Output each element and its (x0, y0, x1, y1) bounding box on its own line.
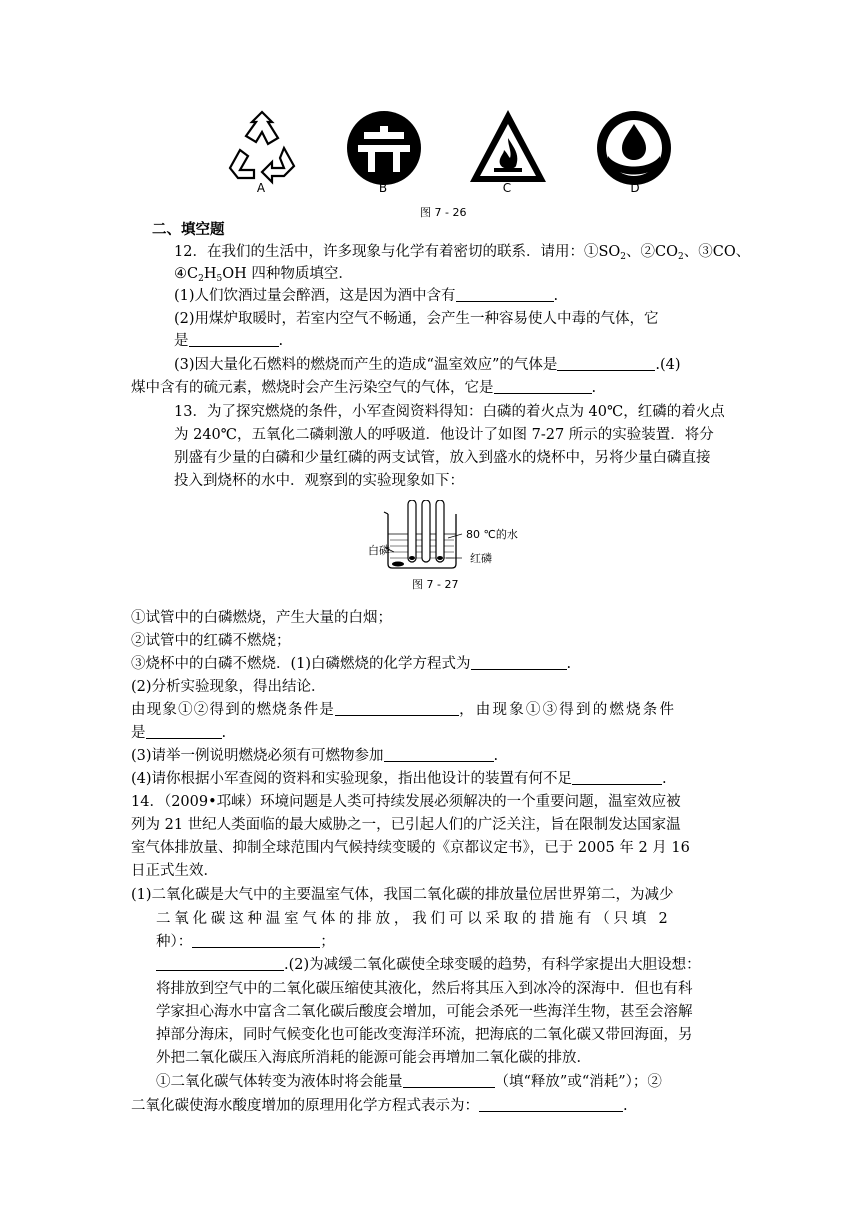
section-title: 二、填空题 (152, 221, 225, 238)
q12-part2: (2)用煤炉取暖时，若室内空气不畅通，会产生一种容易使人中毒的气体，它 (174, 311, 659, 327)
q14-part2-line5: 外把二氧化碳压入海底所消耗的能源可能会再增加二氧化碳的排放． (156, 1050, 591, 1066)
water-saving-icon (344, 108, 424, 188)
figure-caption-7-27: 图 7 - 27 (412, 578, 459, 591)
answer-blank[interactable] (471, 654, 567, 670)
figure-label-b: B (378, 181, 388, 195)
answer-blank[interactable] (403, 1072, 495, 1088)
answer-blank[interactable] (384, 746, 494, 762)
label-water: 80 ℃的水 (466, 528, 518, 541)
q14-line3: 室气体排放量、抑制全球范围内气候持续变暖的《京都议定书》，已于 2005 年 2 月 16 (131, 840, 690, 856)
recycle-icon (222, 108, 302, 188)
q14-part2-line3: 学家担心海水中富含二氧化碳后酸度会增加，可能会杀死一些海洋生物，甚至会溶解 (156, 1004, 693, 1020)
answer-blank[interactable] (156, 955, 284, 971)
q14-part2-line2: 将排放到空气中的二氧化碳压缩使其液化，然后将其压入到冰冷的深海中．但也有科 (156, 981, 693, 997)
answer-blank[interactable] (189, 331, 279, 347)
answer-blank[interactable] (572, 769, 662, 785)
q13-part2: (2)分析实验现象，得出结论． (131, 679, 326, 695)
answer-blank[interactable] (494, 378, 592, 394)
figure-caption-7-26: 图 7 - 26 (420, 206, 467, 219)
flammable-warning-icon (468, 108, 548, 188)
q12-part1: (1)人们饮酒过量会醉酒，这是因为酒中含有 . (174, 288, 559, 304)
figure-label-a: A (256, 181, 266, 195)
answer-blank[interactable] (146, 723, 222, 739)
q13-observation3: ③烧杯中的白磷不燃烧．(1)白磷燃烧的化学方程式为 . (131, 656, 572, 672)
answer-blank[interactable] (557, 355, 655, 371)
q14-part2: .(2)为减缓二氧化碳使全球变暖的趋势，有科学家提出大胆设想： (156, 955, 701, 975)
q14-line1: 14．（2009•邛崃）环境问题是人类可持续发展必须解决的一个重要问题，温室效应被 (131, 794, 681, 810)
q13-part3: (3)请举一例说明燃烧必须有可燃物参加 . (131, 748, 499, 764)
answer-blank[interactable] (335, 700, 459, 716)
q14-part1: (1)二氧化碳是大气中的主要温室气体，我国二氧化碳的排放量位居世界第二，为减少 (131, 887, 674, 903)
figure-label-c: C (502, 181, 512, 195)
figure-7-26 (222, 108, 670, 194)
q13-line4: 投入到烧杯的水中．观察到的实验现象如下： (174, 473, 464, 489)
q12-part4: 煤中含有的硫元素，燃烧时会产生污染空气的气体，它是 . (131, 380, 597, 396)
q13-part4: (4)请你根据小军查阅的资料和实验现象，指出他设计的装置有何不足 . (131, 771, 667, 787)
q12-part2-cont: 是 . (174, 333, 284, 349)
answer-blank[interactable] (192, 932, 320, 948)
label-red-phosphorus: 红磷 (470, 552, 492, 565)
answer-blank[interactable] (479, 1096, 623, 1112)
q14-line2: 列为 21 世纪人类面临的最大威胁之一，已引起人们的广泛关注，旨在限制发达国家温 (131, 817, 681, 833)
q12-stem-cont: $④C_2H_5OH$ 四种物质填空． (174, 266, 353, 284)
q14-line4: 日正式生效． (131, 863, 218, 879)
q13-part2-cont: 是 . (131, 725, 227, 741)
figure-label-d: D (630, 181, 640, 195)
q12-part3: (3)因大量化石燃料的燃烧而产生的造成“温室效应”的气体是 .(4) (174, 357, 681, 373)
label-white-phosphorus: 白磷 (368, 544, 390, 557)
q14-part1-line2: 二氧化碳这种温室气体的排放，我们可以采取的措施有（只填 2 (156, 911, 672, 927)
water-drop-hand-icon (594, 108, 674, 188)
q13-line3: 别盛有少量的白磷和少量红磷的两支试管，放入到盛水的烧杯中，另将少量白磷直接 (174, 450, 711, 466)
q14-part2-line4: 掉部分海床，同时气候变化也可能改变海洋环流，把海底的二氧化碳又带回海面，另 (156, 1027, 693, 1043)
q14-sub2: 二氧化碳使海水酸度增加的原理用化学方程式表示为： . (131, 1098, 628, 1114)
q14-sub1: ①二氧化碳气体转变为液体时将会能量 （填“释放”或“消耗”）；② (156, 1074, 662, 1090)
q14-part1-line3: 种）： ； (156, 934, 335, 950)
q12-stem: 12．在我们的生活中，许多现象与化学有着密切的联系．请用：$①SO_2$、$②CO_2$、③CO、 (174, 244, 751, 262)
q13-line1: 13．为了探究燃烧的条件，小军查阅资料得知：白磷的着火点为 40℃，红磷的着火点 (174, 404, 725, 420)
q13-observation2: ②试管中的红磷不燃烧； (131, 633, 291, 649)
q13-observation1: ①试管中的白磷燃烧，产生大量的白烟； (131, 610, 392, 626)
q13-part2-line: 由现象①②得到的燃烧条件是 ，由现象①③得到的燃烧条件 (131, 702, 677, 718)
q13-line2: 为 240℃，五氧化二磷刺激人的呼吸道．他设计了如图 7-27 所示的实验装置．将分 (174, 427, 714, 443)
answer-blank[interactable] (456, 286, 554, 302)
